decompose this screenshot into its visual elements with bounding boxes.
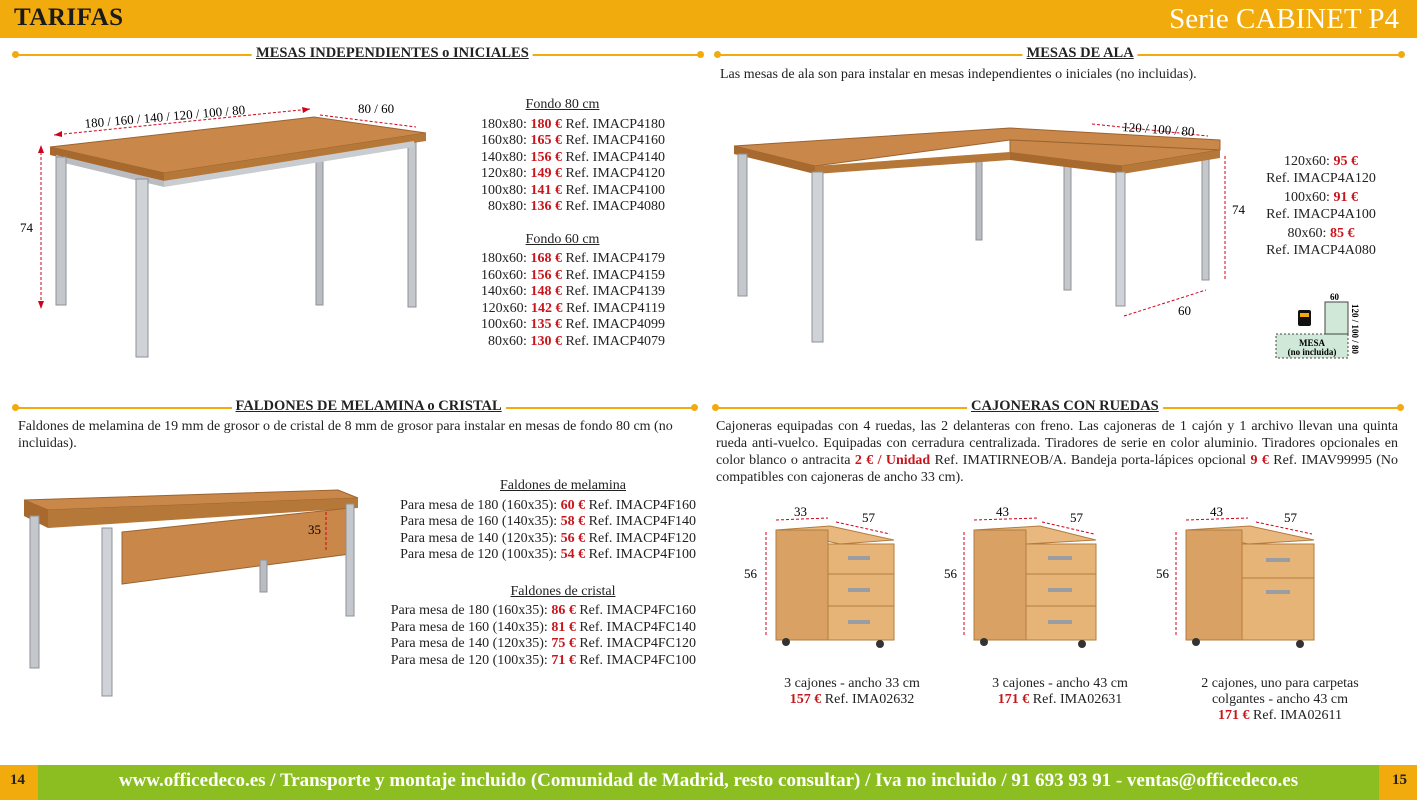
svg-text:56: 56 [744, 566, 757, 581]
desk-height-label: 74 [20, 220, 33, 235]
price-row: Para mesa de 120 (100x35): 71 € Ref. IMACP4FC100 [390, 652, 696, 668]
price-row: 100x60: 135 € Ref. IMACP4099 [481, 317, 665, 332]
pedestal-3-caption: 2 cajones, uno para carpetas colgantes - ancho 43 cm 171 € Ref. IMA02611 [1201, 676, 1359, 723]
list-heading: Faldones de cristal [510, 583, 616, 599]
price-row: Para mesa de 140 (120x35): 75 € Ref. IMACP4FC120 [390, 636, 696, 651]
section-title: MESAS INDEPENDIENTES o INICIALES [252, 45, 533, 61]
section-heading-faldones [14, 398, 696, 414]
list-heading: Fondo 80 cm [525, 97, 600, 112]
wing-desk-illustration [720, 110, 1250, 350]
mesas-ala-intro: Las mesas de ala son para instalar en mesas independientes o iniciales (no incluidas). [720, 67, 1197, 82]
svg-text:57: 57 [862, 510, 875, 525]
price-row: 80x80: 136 € Ref. IMACP4080 [488, 199, 665, 214]
price-row: Para mesa de 160 (140x35): 58 € Ref. IMACP4F140 [400, 514, 696, 529]
wing-layout-diagram [1272, 290, 1372, 362]
pedestals-illustration [740, 500, 1380, 650]
modesty-panel-illustration [18, 480, 368, 700]
price-row: 80x60: 85 € [1287, 226, 1355, 241]
price-row: Para mesa de 180 (160x35): 86 € Ref. IMACP4FC160 [390, 603, 696, 618]
section-title: CAJONERAS CON RUEDAS [967, 398, 1163, 414]
wing-width-label: 120 / 100 / 80 [1121, 119, 1195, 140]
section-heading-mesas-ala [716, 45, 1403, 61]
page-number-right: 15 [1392, 772, 1407, 788]
price-row: Para mesa de 180 (160x35): 60 € Ref. IMACP4F160 [400, 497, 696, 513]
svg-text:56: 56 [944, 566, 957, 581]
panel-height-label: 35 [308, 522, 321, 537]
page-title: TARIFAS [14, 4, 124, 31]
price-row: 140x80: 156 € Ref. IMACP4140 [481, 149, 665, 165]
svg-text:56: 56 [1156, 566, 1169, 581]
svg-text:43: 43 [1210, 504, 1223, 519]
svg-text:33: 33 [794, 504, 807, 519]
section-title: FALDONES DE MELAMINA o CRISTAL [232, 398, 506, 414]
series-title: Serie CABINET P4 [1169, 3, 1399, 35]
faldones-intro: Faldones de melamina de 19 mm de grosor o de cristal de 8 mm de grosor para instalar en mesas de fondo 80 cm (no incluidas). [18, 419, 673, 451]
pedestal-2-caption: 3 cajones - ancho 43 cm 171 € Ref. IMA02631 [992, 676, 1128, 707]
diagram-side-label: 120 / 100 / 80 [1350, 304, 1360, 355]
diagram-note-label: (no incluida) [1287, 347, 1337, 357]
mesas-ala-price-list [1256, 154, 1386, 259]
price-row: 140x60: 148 € Ref. IMACP4139 [481, 284, 665, 299]
desk-depth-label: 80 / 60 [358, 101, 395, 116]
list-heading: Faldones de melamina [500, 478, 626, 493]
price-row: 100x60: 91 € [1284, 190, 1358, 205]
price-ref: Ref. IMACP4A080 [1266, 242, 1376, 258]
desk-illustration [14, 95, 444, 365]
price-row: 120x60: 142 € Ref. IMACP4119 [481, 300, 665, 316]
faldones-price-list [370, 478, 696, 669]
price-row: 160x60: 156 € Ref. IMACP4159 [481, 267, 665, 283]
svg-text:57: 57 [1070, 510, 1083, 525]
price-row: Para mesa de 140 (120x35): 56 € Ref. IMACP4F120 [400, 530, 696, 546]
price-row: 120x60: 95 € [1284, 154, 1358, 169]
wing-depth-label: 60 [1178, 303, 1191, 318]
pedestal-3-drawer-33 [744, 504, 894, 648]
svg-text:43: 43 [996, 504, 1009, 519]
pedestal-3-drawer-43 [944, 504, 1096, 648]
mesas-indep-price-list [460, 97, 665, 350]
wing-height-label: 74 [1232, 202, 1245, 217]
footer-text: www.officedeco.es / Transporte y montaje incluido (Comunidad de Madrid, resto consultar) / Iva no incluido / 91 693 93 91 - ventas@officedeco.es [118, 770, 1299, 791]
price-row: 100x80: 141 € Ref. IMACP4100 [481, 182, 665, 198]
price-row: 80x60: 130 € Ref. IMACP4079 [488, 333, 665, 349]
price-ref: Ref. IMACP4A120 [1266, 170, 1376, 186]
list-heading: Fondo 60 cm [525, 231, 600, 247]
section-title: MESAS DE ALA [1023, 45, 1138, 61]
price-ref: Ref. IMACP4A100 [1266, 206, 1376, 222]
price-row: Para mesa de 160 (140x35): 81 € Ref. IMACP4FC140 [390, 619, 696, 635]
diagram-mesa-label: MESA [1298, 338, 1326, 348]
price-row: 120x80: 149 € Ref. IMACP4120 [481, 166, 665, 181]
price-row: 180x60: 168 € Ref. IMACP4179 [481, 251, 665, 266]
pedestal-1-caption: 3 cajones - ancho 33 cm 157 € Ref. IMA02632 [784, 676, 920, 707]
price-row: 180x80: 180 € Ref. IMACP4180 [481, 116, 665, 132]
price-row: 160x80: 165 € Ref. IMACP4160 [481, 133, 665, 148]
desk-width-label: 180 / 160 / 140 / 120 / 100 / 80 [83, 102, 246, 131]
diagram-top-label: 60 [1330, 292, 1339, 302]
cajoneras-intro: Cajoneras equipadas con 4 ruedas, las 2 delanteras con freno. Las cajoneras de 1 cajón y 1 archivo llevan una quinta rueda anti-vuelco. Equipadas con cerradura centralizada. Tiradores de serie en color aluminio. Tiradores opcionales en color blanco o antracita 2 € / Unidad Ref. IMATIRNEOB/A. Bandeja porta-lápices opcional 9 € Ref. IMAV99995 (No compatibles con cajoneras de ancho 33 cm). [716, 419, 1399, 485]
pedestal-2-drawer-43 [1156, 504, 1314, 648]
section-heading-cajoneras [714, 398, 1402, 414]
page-number-left: 14 [10, 772, 25, 788]
svg-text:57: 57 [1284, 510, 1297, 525]
price-row: Para mesa de 120 (100x35): 54 € Ref. IMACP4F100 [400, 547, 696, 562]
section-heading-mesas-indep [14, 45, 702, 61]
